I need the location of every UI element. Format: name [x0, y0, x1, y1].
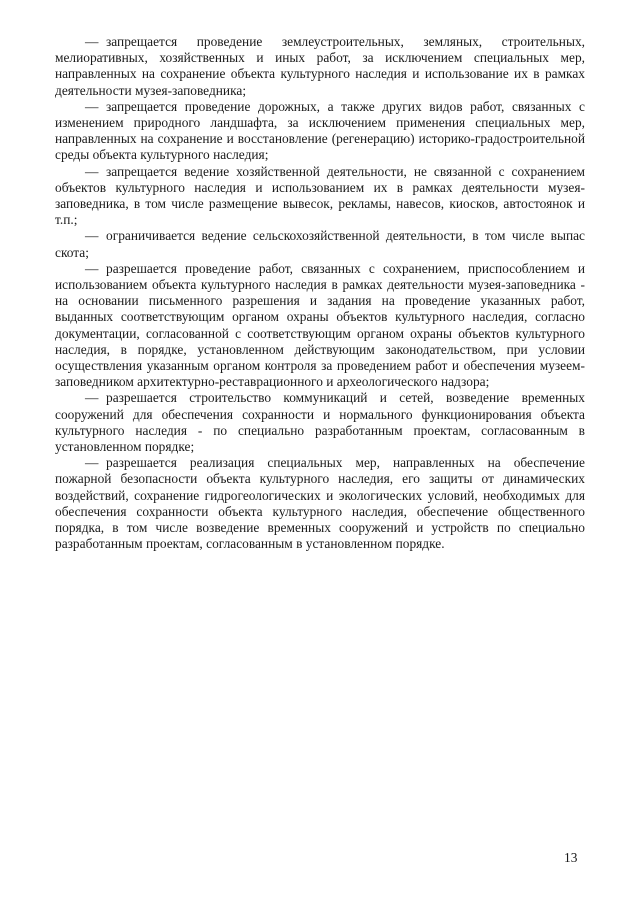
- dash-marker: —: [85, 228, 99, 244]
- list-item: [55, 228, 585, 260]
- list-item: [55, 164, 585, 229]
- list-item: [55, 261, 585, 391]
- dash-marker: —: [85, 163, 99, 179]
- dash-marker: —: [85, 34, 99, 49]
- list-item-text: ограничивается ведение сельскохозяйственной деятельности, в том числе выпас скота;: [55, 228, 585, 260]
- list-item: [55, 34, 585, 99]
- document-body: [55, 34, 585, 553]
- list-item-text: разрешается строительство коммуникаций и сетей, возведение временных сооружений для обеспечения сохранности и нормального функционирования объекта культурного наследия - по специально разработанным проектам, согласованным в установленном порядке;: [55, 390, 585, 455]
- list-item-text: запрещается ведение хозяйственной деятельности, не связанной с сохранением объектов культурного наследия и использованием их в рамках деятельности музея-заповедника, в том числе размещение вывесок, рекламы, навесов, киосков, автостоянок и т.п.;: [55, 163, 585, 228]
- dash-marker: —: [85, 455, 99, 471]
- list-item-text: запрещается проведение землеустроительных, земляных, строительных, мелиоративных, хозяйственных и иных работ, за исключением специальных мер, направленных на сохранение объекта культурного наследия и использование их в рамках деятельности музея-заповедника;: [55, 34, 585, 98]
- list-item: [55, 99, 585, 164]
- dash-marker: —: [85, 98, 99, 114]
- list-item-text: разрешается реализация специальных мер, направленных на обеспечение пожарной безопасности объекта культурного наследия, его защиты от динамических воздействий, сохранение гидрогеологических и экологических условий, необходимых для обеспечения сохранности объекта культурного наследия, обеспечение общественного порядка, в том числе возведение временных сооружений и устройств по специально разработанным проектам, согласованным в установленном порядке.: [55, 455, 585, 552]
- page-number: 13: [564, 850, 578, 865]
- list-item-text: разрешается проведение работ, связанных с сохранением, приспособлением и использованием объекта культурного наследия в рамках деятельности музея-заповедника - на основании письменного разрешения и задания на проведение указанных работ, выданных соответствующим органом охраны объектов культурного наследия, согласно документации, согласованной с соответствующим органом охраны объектов культурного наследия, в порядке, установленном действующим законодательством, при условии осуществления указанным органом контроля за проведением работ и обеспечения музеем-заповедником архитектурно-реставрационного и археологического надзора;: [55, 260, 585, 390]
- dash-marker: —: [85, 260, 99, 276]
- list-item: [55, 390, 585, 455]
- dash-marker: —: [85, 390, 99, 406]
- list-item: [55, 455, 585, 552]
- list-item-text: запрещается проведение дорожных, а также других видов работ, связанных с изменением природного ландшафта, за исключением применения специальных мер, направленных на сохранение и восстановление (регенерацию) историко-градостроительной среды объекта культурного наследия;: [55, 98, 585, 163]
